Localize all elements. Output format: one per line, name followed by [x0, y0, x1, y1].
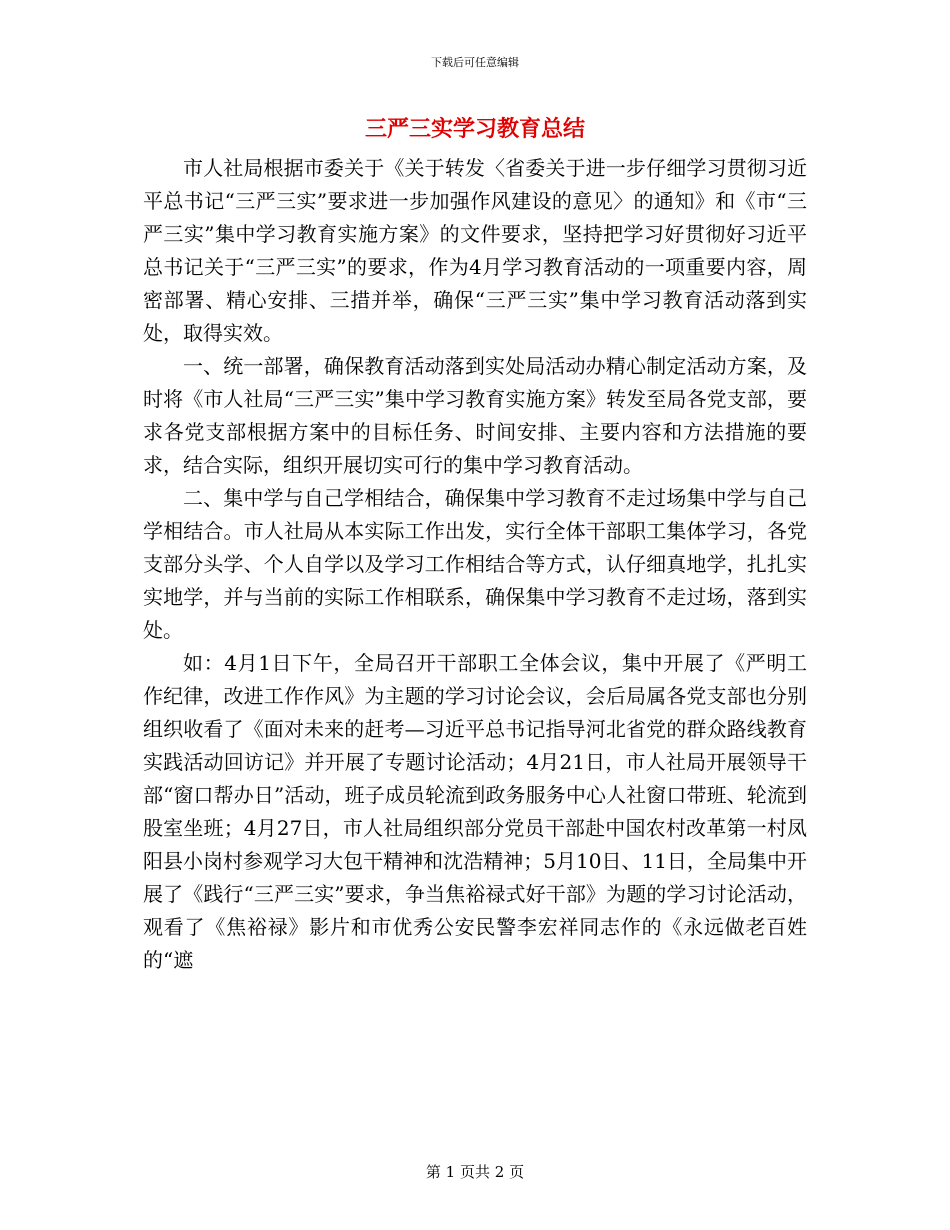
body-paragraph-1: 市人社局根据市委关于《关于转发〈省委关于进一步仔细学习贯彻习近平总书记“三严三实”要求进一步加强作风建设的意见〉的通知》和《市“三严三实”集中学习教育实施方案》的文件要求，坚持把学习好贯彻好习近平总书记关于“三严三实”的要求，作为4月学习教育活动的一项重要内容，周密部署、精心安排、三措并举，确保“三严三实”集中学习教育活动落到实处，取得实效。: [143, 156, 807, 345]
document-body: [143, 152, 807, 977]
document-title: 三严三实学习教育总结: [364, 116, 585, 142]
body-paragraph-4: 如：4月1日下午，全局召开干部职工全体会议，集中开展了《严明工作纪律，改进工作作风》为主题的学习讨论会议，会后局属各党支部也分别组织收看了《面对未来的赶考—习近平总书记指导河北省党的群众路线教育实践活动回访记》并开展了专题讨论活动；4月21日，市人社局开展领导干部“窗口帮办日”活动，班子成员轮流到政务服务中心人社窗口带班、轮流到股室坐班；4月27日，市人社局组织部分党员干部赴中国农村改革第一村凤阳县小岗村参观学习大包干精神和沈浩精神；5月10日、11日，全局集中开展了《践行“三严三实”要求，争当焦裕禄式好干部》为题的学习讨论活动，观看了《焦裕禄》影片和市优秀公安民警李宏祥同志作的《永远做老百姓的“遮: [143, 651, 807, 972]
page-header-note: 下载后可任意编辑: [431, 56, 519, 69]
body-paragraph-3: 二、集中学与自己学相结合，确保集中学习教育不走过场集中学与自己学相结合。市人社局从本实际工作出发，实行全体干部职工集体学习，各党支部分头学、个人自学以及学习工作相结合等方式，认仔细真地学，扎扎实实地学，并与当前的实际工作相联系，确保集中学习教育不走过场，落到实处。: [143, 486, 807, 642]
body-paragraph-2: 一、统一部署，确保教育活动落到实处局活动办精心制定活动方案，及时将《市人社局“三严三实”集中学习教育实施方案》转发至局各党支部，要求各党支部根据方案中的目标任务、时间安排、主要内容和方法措施的要求，结合实际，组织开展切实可行的集中学习教育活动。: [143, 354, 807, 477]
page-footer: 第 1 页共 2 页: [425, 1163, 525, 1181]
